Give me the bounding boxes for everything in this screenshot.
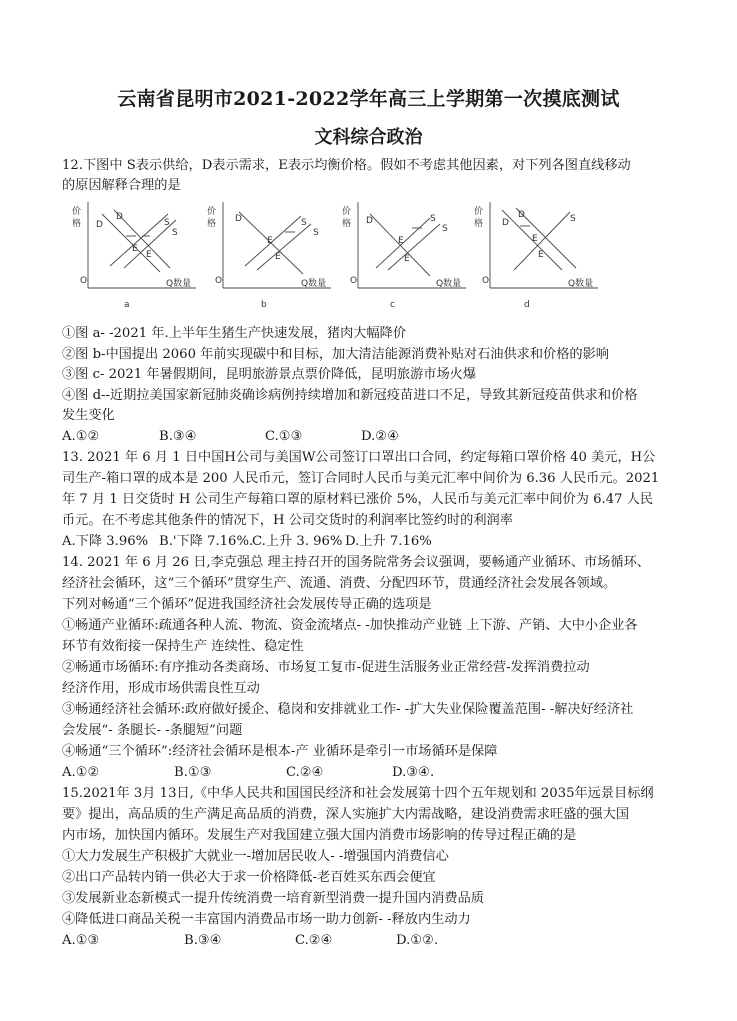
- graph-caption: b: [261, 300, 267, 310]
- quantity-axis-label: Q数量: [436, 279, 462, 289]
- q14-item: 经济作用，形成市场供需良性互动: [62, 681, 260, 696]
- quantity-axis-label: Q数量: [568, 279, 594, 289]
- curve-label: D: [518, 210, 525, 220]
- curve-label: D: [502, 218, 509, 228]
- curve-label: D: [235, 214, 242, 224]
- price-axis-label: 价: [474, 207, 484, 217]
- graph-a: [70, 196, 200, 318]
- q14-item: ①畅通产业循环:疏通各种人流、物流、资金流堵点- -加快推动产业链 上下游、产销、大中小企业各: [62, 618, 638, 633]
- q15-item: ④降低进口商品关税一丰富国内消费品市场一助力创新- -释放内生动力: [62, 912, 471, 927]
- price-axis-label: 价: [72, 207, 82, 217]
- origin-label: O: [482, 276, 490, 286]
- option-c: C.②④: [295, 933, 333, 948]
- option-c: C.①③: [265, 429, 303, 444]
- q12-item: ③图 c- 2021 年暑假期间，昆明旅游景点票价降低，昆明旅游市场火爆: [62, 367, 477, 382]
- option-b: B.①③: [174, 765, 212, 780]
- option-a: A.①②: [62, 765, 100, 780]
- curve-label: E: [404, 254, 410, 264]
- curve-label: S: [313, 228, 319, 238]
- price-axis-label: 格: [342, 219, 352, 229]
- option-b: B.③④: [159, 429, 197, 444]
- price-axis-label: 价: [207, 207, 217, 217]
- curve-label: E: [398, 236, 404, 246]
- curve-label: S: [570, 214, 576, 224]
- origin-label: O: [80, 276, 88, 286]
- q14-item: ③畅通经济社会循环:政府做好援企、稳岗和安排就业工作- -扩大失业保险覆盖范围- -解决好经济社: [62, 702, 634, 717]
- page-title: 云南省昆明市2021-2022学年高三上学期第一次摸底测试: [117, 88, 620, 110]
- graph-c: [340, 196, 470, 318]
- curve-label: E: [146, 250, 152, 260]
- q14-item: ②畅通市场循环:有序推动各类商场、市场复工复市-促进生活服务业正常经营-发挥消费拉动: [62, 660, 590, 675]
- curve-label: E: [267, 236, 273, 246]
- option-d: D.②④: [361, 429, 399, 444]
- curve-label: D: [96, 220, 103, 230]
- q14-stem-line: 14. 2021 年 6 月 26 日,李克强总 理主持召开的国务院常务会议强调，要畅通产业循环、市场循环、: [62, 555, 650, 570]
- q13-stem-line: 币元。在不考虑其他条件的情况下，H 公司交货时的利润率比签约时的利润率: [62, 513, 513, 528]
- q15-stem-line: 要》提出，高品质的生产满足高品质的消费，深人实施扩大内需战略，建设消费需求旺盛的强大国: [62, 807, 630, 822]
- q14-item: ④畅通“三个循环”:经济社会循环是根本-产 业循环是牵引一市场循环是保障: [62, 744, 498, 759]
- q12-stem-line-1: 12.下图中 S表示供给，D表示需求，E表示均衡价格。假如不考虑其他因素，对下列各图直线移动: [62, 158, 631, 173]
- option-a: A.下降 3.96%: [62, 534, 149, 549]
- graph-caption: a: [124, 300, 130, 310]
- curve-label: D: [366, 216, 373, 226]
- curve-label: E: [532, 234, 538, 244]
- graph-a-plot: [70, 196, 200, 318]
- quantity-axis-label: Q数量: [301, 279, 327, 289]
- option-a: A.①③: [62, 933, 100, 948]
- curve-label: E: [275, 252, 281, 262]
- price-axis-label: 格: [72, 219, 82, 229]
- option-d: D.①②.: [396, 933, 439, 948]
- option-d: D.③④.: [392, 765, 435, 780]
- q14-stem-line: 下列对畅通“三个循环”促进我国经济社会发展传导正确的选项是: [62, 597, 432, 612]
- curve-label: S: [172, 228, 178, 238]
- q13-stem-line: 13. 2021 年 6 月 1 日中国H公司与美国W公司签订口罩出口合同，约定每箱口罩价格 40 美元，H公: [62, 450, 656, 465]
- q15-stem-line: 内市场，加快国内循环。发展生产对我国建立强大国内消费市场影响的传导过程正确的是: [62, 828, 577, 843]
- price-axis-label: 价: [342, 207, 352, 217]
- price-axis-label: 格: [474, 219, 484, 229]
- curve-label: D: [116, 212, 123, 222]
- curve-label: S: [430, 214, 436, 224]
- q14-item: 会发展“- 条腿长- -条腿短”问题: [62, 723, 243, 738]
- graph-caption: d: [524, 300, 530, 310]
- curve-label: S: [301, 218, 307, 228]
- option-b: B.'下降 7.16%.: [159, 534, 254, 549]
- option-a: A.①②: [62, 429, 100, 444]
- graph-d-plot: [472, 196, 602, 318]
- origin-label: O: [350, 276, 358, 286]
- q14-stem-line: 经济社会循环，这“三个循环”贯穿生产、流通、消费、分配四环节，贯通经济社会发展各领域。: [62, 576, 617, 591]
- q12-item: ①图 a- -2021 年.上半年生猪生产快速发展，猪肉大幅降价: [62, 326, 407, 341]
- graph-b-plot: [205, 196, 335, 318]
- q12-item: 发生变化: [62, 408, 115, 423]
- price-axis-label: 格: [207, 219, 217, 229]
- curve-label: E: [132, 244, 138, 254]
- option-c: C.上升 3. 96%: [252, 534, 343, 549]
- q15-item: ①大力发展生产积极扩大就业一-增加居民收人- -增强国内消费信心: [62, 849, 449, 864]
- q14-item: 环节有效衔接一保持生产 连续性、稳定性: [62, 639, 304, 654]
- option-c: C.②④: [286, 765, 324, 780]
- q12-item: ②图 b-中国提出 2060 年前实现碳中和目标，加大清洁能源消费补贴对石油供求和价格的影响: [62, 347, 609, 362]
- curve-label: E: [538, 250, 544, 260]
- curve-label: S: [442, 224, 448, 234]
- origin-label: O: [215, 276, 223, 286]
- q15-item: ②出口产品转内销一供必大于求一价格降低-老百姓买东西会便宜: [62, 870, 436, 885]
- graph-caption: c: [390, 300, 395, 310]
- option-b: B.③④: [184, 933, 222, 948]
- option-d: D.上升 7.16%: [345, 534, 432, 549]
- q15-stem-line: 15.2021年 3月 13日,《中华人民共和国国民经济和社会发展第十四个五年规划和 2035年远景目标纲: [62, 786, 654, 801]
- quantity-axis-label: Q数量: [166, 279, 192, 289]
- curve-label: S: [164, 218, 170, 228]
- q12-item: ④图 d--近期拉美国家新冠肺炎确诊病例持续增加和新冠疫苗进口不足，导致其新冠疫苗供求和价格: [62, 388, 638, 403]
- q13-stem-line: 年 7 月 1 日交货时 H 公司生产每箱口罩的原材料已涨价 5%，人民币与美元汇率中间价为 6.47 人民: [62, 492, 654, 507]
- graph-b: [205, 196, 335, 318]
- q13-stem-line: 司生产-箱口罩的成本是 200 人民币元，签订合同时人民币与美元汇率中间价为 6.36 人民币元。2021: [62, 471, 660, 486]
- page-subtitle: 文科综合政治: [314, 127, 423, 148]
- q12-stem-line-2: 的原因解释合理的是: [62, 178, 181, 193]
- q15-item: ③发展新业态新模式一提升传统消费一培育新型消费一提升国内消费品质: [62, 891, 484, 906]
- graph-d: [472, 196, 602, 318]
